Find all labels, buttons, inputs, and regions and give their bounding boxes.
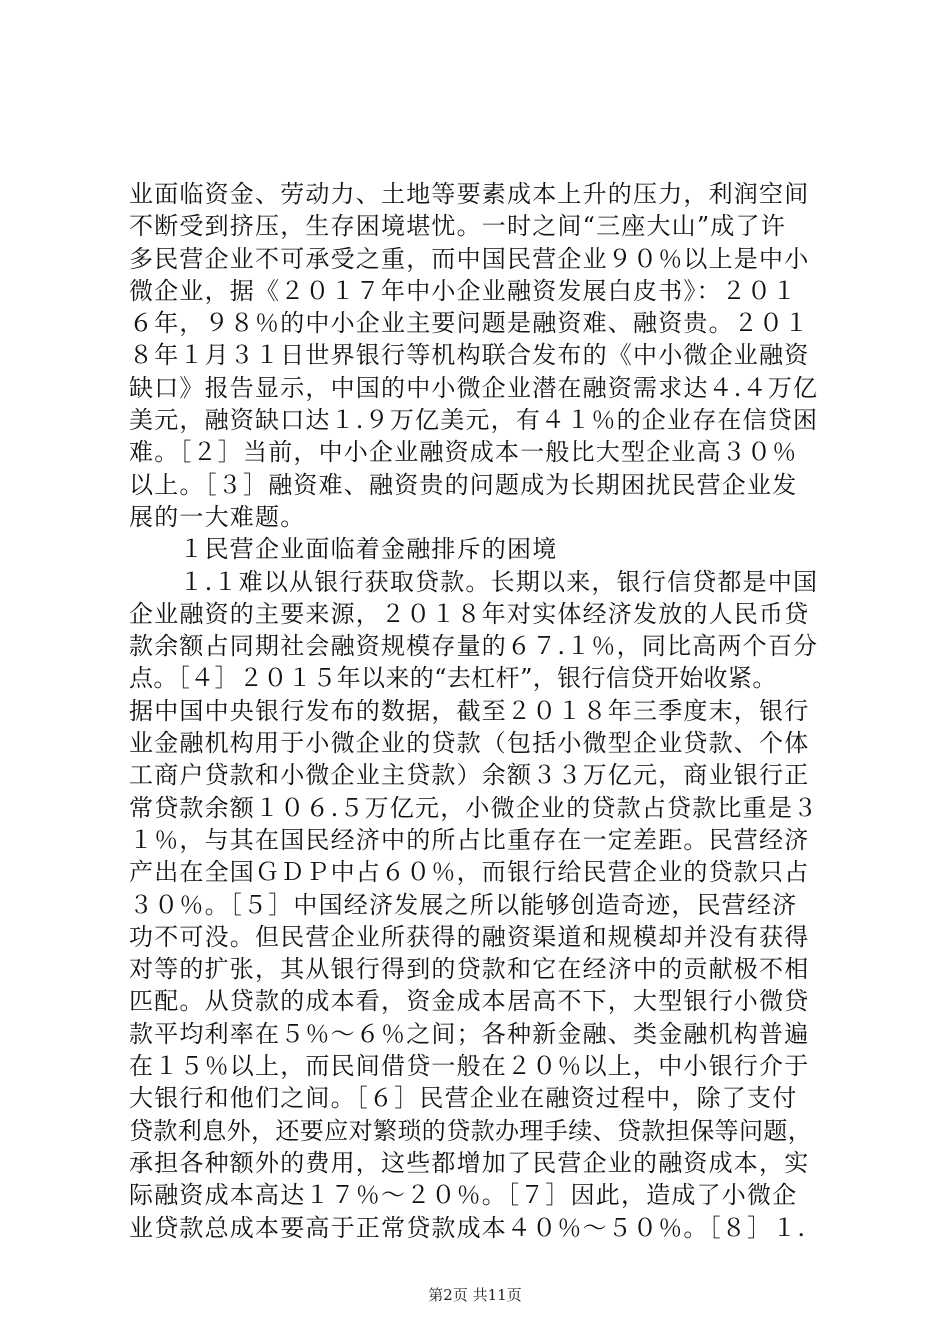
text-line: 产出在全国ＧＤＰ中占６０％，而银行给民营企业的贷款只占 bbox=[129, 858, 810, 887]
text-line: 难。［２］当前，中小企业融资成本一般比大型企业高３０％ bbox=[129, 438, 798, 467]
text-line: 常贷款余额１０６.５万亿元，小微企业的贷款占贷款比重是３ bbox=[129, 793, 819, 822]
text-line: 微企业，据《２０１７年中小企业融资发展白皮书》：２０１ bbox=[129, 276, 798, 305]
text-line: 点。［４］２０１５年以来的“去杠杆”，银行信贷开始收紧。 bbox=[129, 664, 777, 693]
text-line: 贷款利息外，还要应对繁琐的贷款办理手续、贷款担保等问题， bbox=[129, 1116, 813, 1145]
text-line: 大银行和他们之间。［６］民营企业在融资过程中，除了支付 bbox=[129, 1084, 798, 1113]
text-line: 业金融机构用于小微企业的贷款（包括小微型企业贷款、个体 bbox=[129, 729, 810, 758]
text-line: 匹配。从贷款的成本看，资金成本居高不下，大型银行小微贷 bbox=[129, 987, 810, 1016]
text-line: 美元，融资缺口达１.９万亿美元，有４１％的企业存在信贷困 bbox=[129, 406, 819, 435]
text-line: 承担各种额外的费用，这些都增加了民营企业的融资成本，实 bbox=[129, 1148, 810, 1177]
text-line: 际融资成本高达１７％～２０％。［７］因此，造成了小微企 bbox=[129, 1181, 798, 1210]
text-line: ６年，９８％的中小企业主要问题是融资难、融资贵。２０１ bbox=[129, 309, 810, 338]
text-line: １％，与其在国民经济中的所占比重存在一定差距。民营经济 bbox=[129, 825, 810, 854]
text-line: 不断受到挤压，生存困境堪忧。一时之间“三座大山”成了许 bbox=[129, 212, 786, 241]
text-line: 业贷款总成本要高于正常贷款成本４０％～５０％。［８］１. bbox=[129, 1213, 807, 1242]
text-line: 款余额占同期社会融资规模存量的６７.１％，同比高两个百分 bbox=[129, 632, 819, 661]
text-line: 工商户贷款和小微企业主贷款）余额３３万亿元，商业银行正 bbox=[129, 761, 810, 790]
text-line: ３０％。［５］中国经济发展之所以能够创造奇迹，民营经济 bbox=[129, 890, 798, 919]
body-text bbox=[129, 178, 829, 1244]
text-line: ８年１月３１日世界银行等机构联合发布的《中小微企业融资 bbox=[129, 341, 810, 370]
text-line: 对等的扩张，其从银行得到的贷款和它在经济中的贡献极不相 bbox=[129, 955, 810, 984]
text-line: 在１５％以上，而民间借贷一般在２０％以上，中小银行介于 bbox=[129, 1052, 810, 1081]
text-line: 以上。［３］融资难、融资贵的问题成为长期困扰民营企业发 bbox=[129, 470, 798, 499]
text-line: 据中国中央银行发布的数据，截至２０１８年三季度末，银行 bbox=[129, 696, 810, 725]
text-line: １.１难以从银行获取贷款。长期以来，银行信贷都是中国 bbox=[129, 567, 819, 596]
text-line: 业面临资金、劳动力、土地等要素成本上升的压力，利润空间 bbox=[129, 180, 810, 208]
page-footer: 第2页 共11页 bbox=[428, 1286, 522, 1304]
text-line: 多民营企业不可承受之重，而中国民营企业９０％以上是中小 bbox=[129, 244, 810, 273]
text-line: 款平均利率在５％～６％之间；各种新金融、类金融机构普遍 bbox=[129, 1019, 810, 1048]
text-line: 缺口》报告显示，中国的中小微企业潜在融资需求达４.４万亿 bbox=[129, 373, 819, 402]
text-line: 企业融资的主要来源，２０１８年对实体经济发放的人民币贷 bbox=[129, 599, 810, 628]
section-heading: １民营企业面临着金融排斥的困境 bbox=[129, 535, 558, 564]
text-line: 功不可没。但民营企业所获得的融资渠道和规模却并没有获得 bbox=[129, 922, 810, 951]
text-line: 展的一大难题。 bbox=[129, 502, 306, 531]
